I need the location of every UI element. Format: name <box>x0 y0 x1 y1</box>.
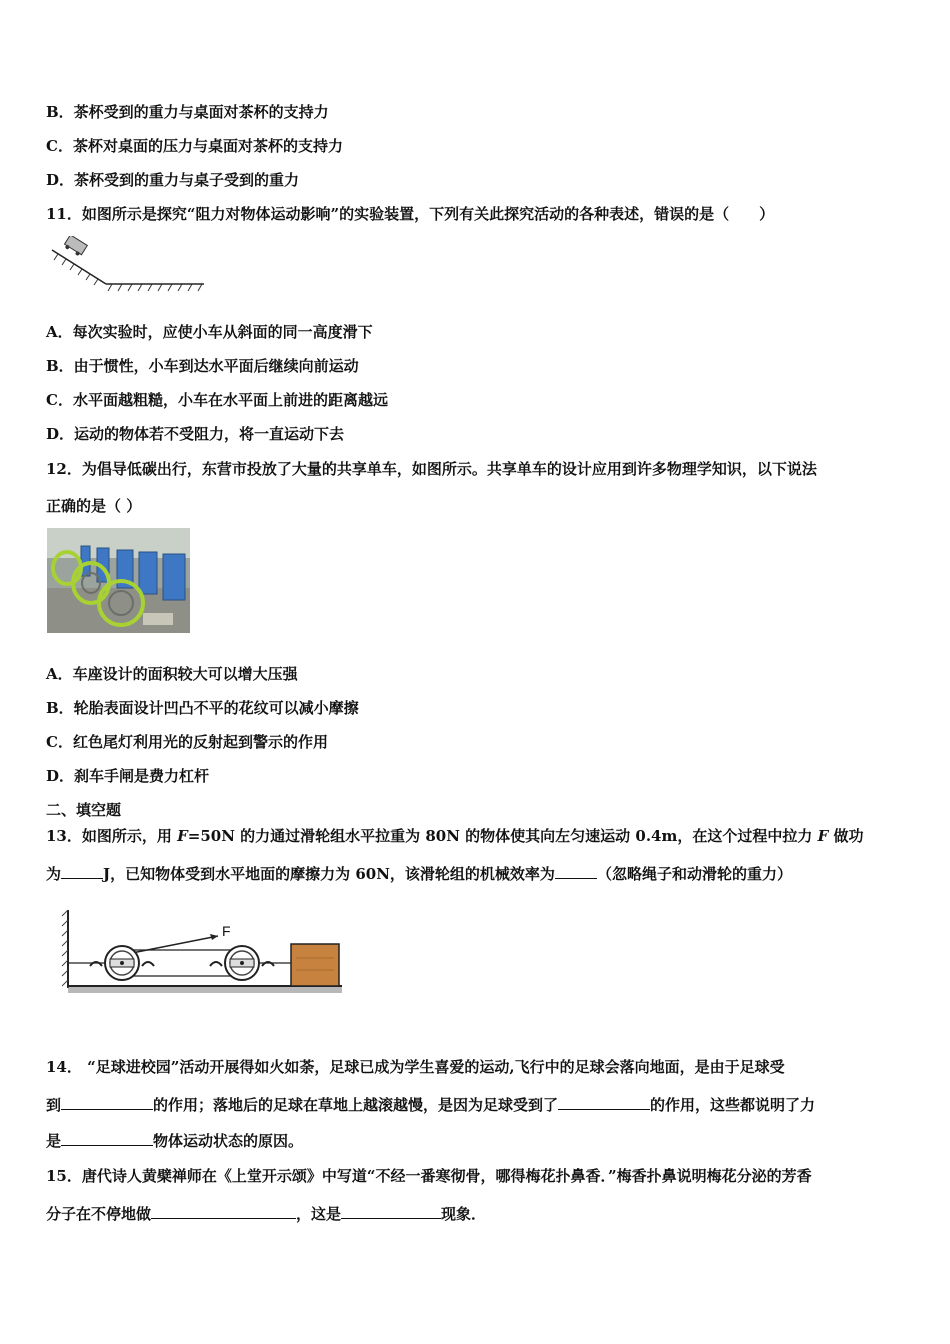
q13-line2: 为 J，已知物体受到水平地面的摩擦力为 60N，该滑轮组的机械效率为 （忽略绳子和动滑轮的重力） <box>46 865 792 883</box>
q10-option-c: C．茶杯对桌面的压力与桌面对茶杯的支持力 <box>46 137 343 155</box>
surface-hatching <box>54 254 202 291</box>
q15-line1: 15．唐代诗人黄檗禅师在《上堂开示颂》中写道“不经一番寒彻骨，哪得梅花扑鼻香．”梅香扑鼻说明梅花分泌的芳香 <box>46 1167 812 1185</box>
force-symbol: F <box>177 827 188 845</box>
q11-option-d: D．运动的物体若不受阻力，将一直运动下去 <box>46 425 345 443</box>
q11-option-c: C．水平面越粗糙，小车在水平面上前进的距离越远 <box>46 391 388 409</box>
answer-blank[interactable] <box>61 1130 153 1146</box>
q12-option-c: C．红色尾灯利用光的反射起到警示的作用 <box>46 733 328 751</box>
force-label: F <box>222 923 231 939</box>
q12-option-b: B．轮胎表面设计凹凸不平的花纹可以减小摩擦 <box>46 699 359 717</box>
force-symbol: F <box>817 827 829 845</box>
answer-blank[interactable] <box>151 1203 296 1219</box>
q12-stem-line2: 正确的是（ ） <box>46 497 142 515</box>
q12-stem-line1: 12．为倡导低碳出行，东营市投放了大量的共享单车，如图所示。共享单车的设计应用到许多物理学知识，以下说法 <box>46 460 817 478</box>
q14-line2: 到 的作用；落地后的足球在草地上越滚越慢，是因为足球受到了 的作用，这些都说明了力 <box>46 1096 816 1114</box>
q10-option-d: D．茶杯受到的重力与桌子受到的重力 <box>46 171 300 189</box>
answer-blank[interactable] <box>341 1203 441 1219</box>
ground-hatching <box>68 987 342 993</box>
pulley-figure <box>60 908 345 996</box>
q14-line1: 14． “足球进校园”活动开展得如火如荼，足球已成为学生喜爱的运动,飞行中的足球会落向地面，是由于足球受 <box>46 1058 785 1076</box>
shared-bikes-photo <box>47 528 190 633</box>
incline-slope <box>52 250 106 284</box>
q11-stem: 11．如图所示是探究“阻力对物体运动影响”的实验装置，下列有关此探究活动的各种表述，错误的是（ ） <box>46 205 775 223</box>
q11-option-a: A．每次实验时，应使小车从斜面的同一高度滑下 <box>46 323 373 341</box>
q13-line1: 13．如图所示，用 F=50N 的力通过滑轮组水平拉重为 80N 的物体使其向左匀速运动 0.4m，在这个过程中拉力 F 做功 <box>46 827 864 845</box>
q12-option-d: D．刹车手闸是费力杠杆 <box>46 767 210 785</box>
answer-blank[interactable] <box>61 1094 153 1110</box>
q10-option-b: B．茶杯受到的重力与桌面对茶杯的支持力 <box>46 103 329 121</box>
q12-option-a: A．车座设计的面积较大可以增大压强 <box>46 665 298 683</box>
answer-blank[interactable] <box>61 863 103 879</box>
cart-icon <box>63 236 87 257</box>
q14-line3: 是 物体运动状态的原因。 <box>46 1132 304 1150</box>
block-icon <box>291 944 339 986</box>
section-title: 二、填空题 <box>46 801 122 819</box>
q11-option-b: B．由于惯性，小车到达水平面后继续向前运动 <box>46 357 359 375</box>
incline-figure <box>44 236 208 296</box>
answer-blank[interactable] <box>555 863 597 879</box>
q15-line2: 分子在不停地做 ，这是 现象． <box>46 1205 487 1223</box>
answer-blank[interactable] <box>558 1094 650 1110</box>
